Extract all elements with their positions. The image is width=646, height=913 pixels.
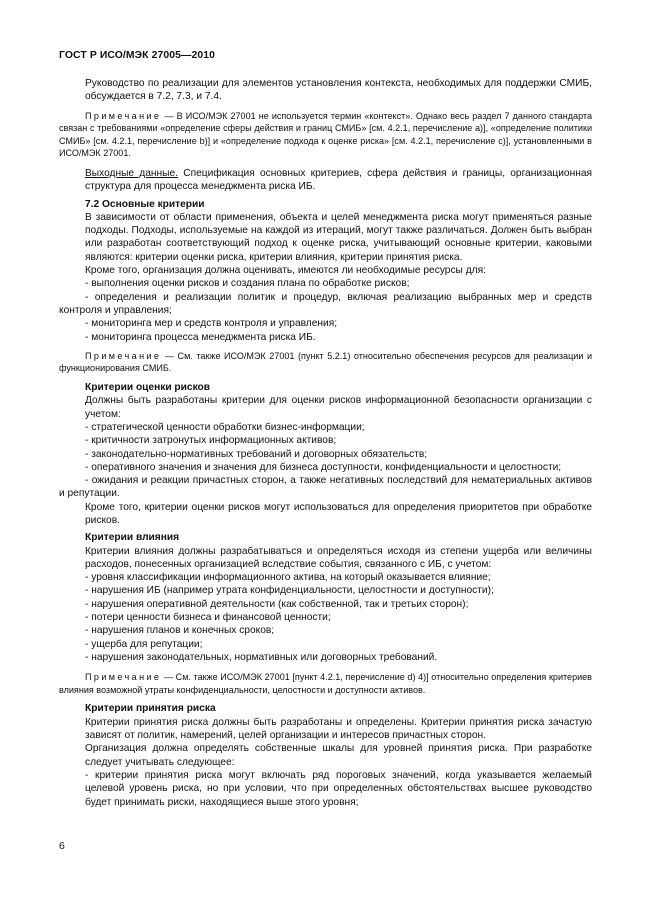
heading-impact-criteria: Критерии влияния (85, 532, 180, 544)
list-item: - нарушения оперативной деятельности (как собственной, так и третьих сторон); (85, 598, 469, 610)
section-paragraph-2: Кроме того, организация должна оценивать, имеются ли необходимые ресурсы для: (85, 265, 486, 277)
list-item: - стратегической ценности обработки бизнес-информации; (85, 421, 365, 433)
note-label: Примечание (85, 350, 162, 361)
acceptance-paragraph-2: Организация должна определять собственные шкалы для уровней принятия риска. При разработке следует учитывать следующее: (85, 743, 592, 768)
eval-paragraph-2: Кроме того, критерии оценки рисков могут использоваться для определения приоритетов при обработке рисков. (85, 501, 592, 526)
output-paragraph (85, 167, 592, 194)
eval-paragraph-1: Должны быть разработаны критерии для оценки рисков информационной безопасности организации с учетом: (85, 395, 592, 420)
note-text: — См. также ИСО/МЭК 27001 [пункт 4.2.1, перечисление d) 4)] относительно определения критериев влияния возможной утраты конфиденциальности, целостности и доступности активов. (59, 672, 592, 695)
document-header: ГОСТ Р ИСО/МЭК 27005—2010 (59, 50, 215, 61)
heading-acceptance-criteria: Критерии принятия риска (85, 703, 216, 715)
page-number: 6 (59, 840, 65, 852)
output-text: Спецификация основных критериев, сфера действия и границы, организационная структура для процесса менеджмента риска ИБ. (85, 167, 593, 193)
intro-paragraph: Руководство по реализации для элементов установления контекста, необходимых для поддержки СМИБ, обсуждается в 7.2, 7.3, и 7.4. (85, 78, 592, 103)
list-item: - мониторинга процесса менеджмента риска ИБ. (85, 331, 316, 343)
output-label: Выходные данные. (85, 167, 178, 179)
note-label: Примечание (85, 110, 162, 121)
list-item: - выполнения оценки рисков и создания плана по обработке рисков; (85, 278, 410, 290)
note-text: — В ИСО/МЭК 27001 не используется термин «контекст». Однако весь раздел 7 данного стандарта связан с требованиями «определение сферы действия и границ СМИБ» [см. 4.2.1, перечисление а)], «определение политики СМИБ» [см. 4.2.1, перечисление b)] и «определение подхода к оценке риска» [см. 4.2.1, перечисление с)], установленными в ИСО/МЭК 27001. (59, 110, 592, 159)
impact-list (85, 571, 592, 664)
note-impact (59, 671, 592, 696)
page-content (59, 77, 593, 809)
list-item: - нарушения ИБ (например утрата конфиденциальности, целостности и доступности); (85, 585, 494, 597)
note-label: Примечание (85, 672, 162, 683)
note-context (59, 110, 592, 160)
list-item: - критичности затронутых информационных активов; (85, 435, 337, 447)
list-item: - оперативного значения и значения для бизнеса доступности, конфиденциальности и целостности; (85, 461, 562, 473)
impact-paragraph-1: Критерии влияния должны разрабатываться и определяться исходя из степени ущерба или величины расходов, понесенных организацией вследствие события, связанного с ИБ, с учетом: (85, 545, 592, 570)
note-text: — См. также ИСО/МЭК 27001 (пункт 5.2.1) относительно обеспечения ресурсов для реализации и функционирования СМИБ. (59, 350, 592, 374)
list-item: - нарушения планов и конечных сроков; (85, 625, 275, 637)
list-item: - определения и реализации политик и процедур, включая реализацию выбранных мер и средств контроля и управления; (59, 291, 592, 316)
eval-list (59, 421, 592, 501)
list-item: - мониторинга мер и средств контроля и управления; (85, 318, 338, 330)
list-item: - потери ценности бизнеса и финансовой ценности; (85, 612, 331, 624)
resources-list (59, 277, 592, 343)
section-paragraph-1: В зависимости от области применения, объекта и целей менеджмента риска могут применяться разные подходы. Подходы, используемые на каждой из итераций, могут также различаться. Должен быть выбран или разработан соответствующий подход к оценке риска, учитывающий основные критерии, каковыми являются: критерии оценки риска, критерии влияния, критерии принятия риска. (85, 211, 592, 263)
acceptance-paragraph-1: Критерии принятия риска должны быть разработаны и определены. Критерии принятия риска зачастую зависят от политик, намерений, целей организации и интересов причастных сторон. (85, 716, 592, 742)
list-item: - законодательно-нормативных требований и договорных обязательств; (85, 448, 428, 460)
heading-eval-criteria: Критерии оценки рисков (85, 382, 211, 394)
note-resources (59, 350, 592, 375)
list-item: - ущерба для репутации; (85, 638, 203, 650)
list-item: - уровня классификации информационного актива, на который оказывается влияние; (85, 572, 491, 584)
list-item: - нарушения законодательных, нормативных или договорных требований. (85, 651, 438, 663)
list-item: - ожидания и реакции причастных сторон, а также негативных последствий для нематериальных активов и репутации. (59, 475, 592, 500)
section-heading-7-2: 7.2 Основные критерии (85, 198, 205, 210)
acceptance-paragraph-3: - критерии принятия риска могут включать ряд пороговых значений, когда указывается желаемый целевой уровень риска, но при условии, что при определенных обстоятельствах высшее руководство будет принимать риски, находящиеся выше этого уровня; (85, 769, 592, 808)
